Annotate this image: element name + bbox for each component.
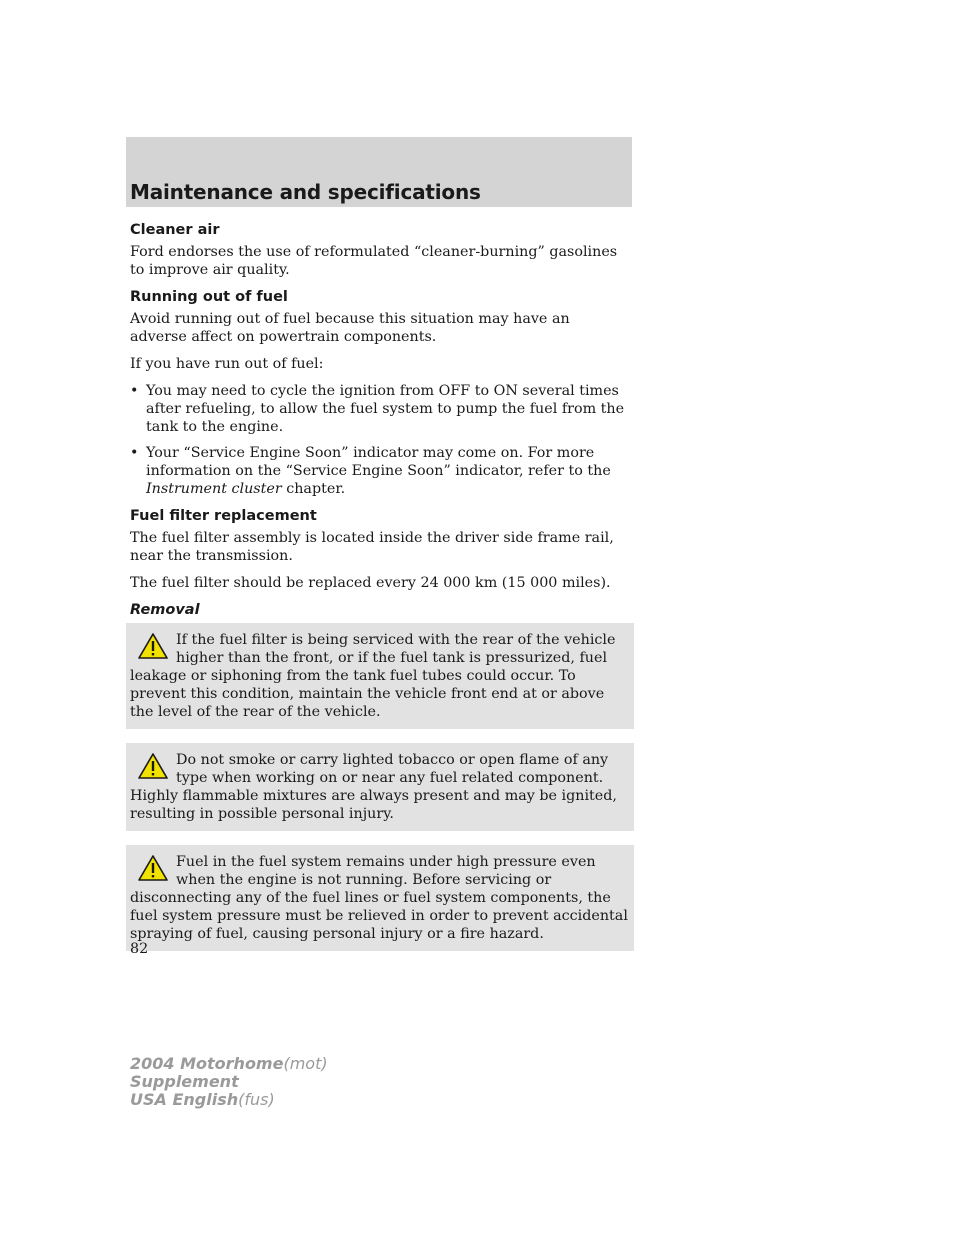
footer-line-1 (130, 1055, 328, 1073)
list-item (130, 444, 630, 498)
warning-box (126, 743, 634, 831)
page-number: 82 (130, 941, 149, 957)
heading-removal: Removal (130, 602, 200, 618)
warning-box (126, 845, 634, 951)
footer-line-3 (130, 1091, 328, 1109)
warning-triangle-icon (130, 751, 174, 787)
paragraph-running-out: Avoid running out of fuel because this situation may have an adverse affect on powertrain components. (130, 311, 570, 345)
warning-triangle-icon (130, 853, 174, 889)
page-title: Maintenance and specifications (130, 180, 481, 204)
document-footer (130, 1055, 328, 1109)
footer-model: 2004 Motorhome (130, 1054, 284, 1073)
main-content (130, 221, 630, 965)
footer-supplement: Supplement (130, 1072, 239, 1091)
paragraph-run-out-intro: If you have run out of fuel: (130, 356, 324, 372)
footer-model-code: (mot) (283, 1054, 328, 1073)
bullet-list (130, 382, 630, 498)
footer-language: USA English (130, 1090, 239, 1109)
bullet-text: You may need to cycle the ignition from OFF to ON several times after refueling, to allow the fuel system to pump the fuel from the tank to the engine. (146, 383, 625, 435)
paragraph-fuel-filter-location: The fuel filter assembly is located inside the driver side frame rail, near the transmission. (130, 530, 614, 564)
warning-text: If the fuel filter is being serviced with the rear of the vehicle higher than the front, or if the fuel tank is pressurized, fuel leakage or siphoning from the tank fuel tubes could occur. To prevent this condition, maintain the vehicle front end at or above the level of the rear of the vehicle. (130, 632, 616, 720)
bullet-glyph: • (130, 445, 139, 461)
footer-language-code: (fus) (238, 1090, 275, 1109)
warning-box (126, 623, 634, 729)
bullet-text-end: chapter. (286, 481, 346, 497)
paragraph-fuel-filter-interval: The fuel filter should be replaced every 24 000 km (15 000 miles). (130, 575, 611, 591)
chapter-reference: Instrument cluster (146, 481, 282, 497)
paragraph-cleaner-air: Ford endorses the use of reformulated “cleaner-burning” gasolines to improve air quality. (130, 244, 618, 278)
warning-triangle-icon (130, 631, 174, 667)
heading-cleaner-air: Cleaner air (130, 222, 220, 238)
heading-fuel-filter: Fuel filter replacement (130, 508, 317, 524)
list-item (130, 382, 630, 436)
bullet-glyph: • (130, 383, 139, 399)
footer-line-2 (130, 1073, 328, 1091)
warning-text: Fuel in the fuel system remains under high pressure even when the engine is not running. Before servicing or disconnecting any of the fuel lines or fuel system components, the fuel system pressure must be relieved in order to prevent accidental spraying of fuel, causing personal injury or a fire hazard. (130, 854, 628, 942)
warning-text: Do not smoke or carry lighted tobacco or open flame of any type when working on or near any fuel related component. Highly flammable mixtures are always present and may be ignited, resulting in possible personal injury. (130, 752, 617, 822)
bullet-text: Your “Service Engine Soon” indicator may come on. For more information on the “Service Engine Soon” indicator, refer to the (146, 445, 611, 479)
heading-running-out: Running out of fuel (130, 289, 288, 305)
